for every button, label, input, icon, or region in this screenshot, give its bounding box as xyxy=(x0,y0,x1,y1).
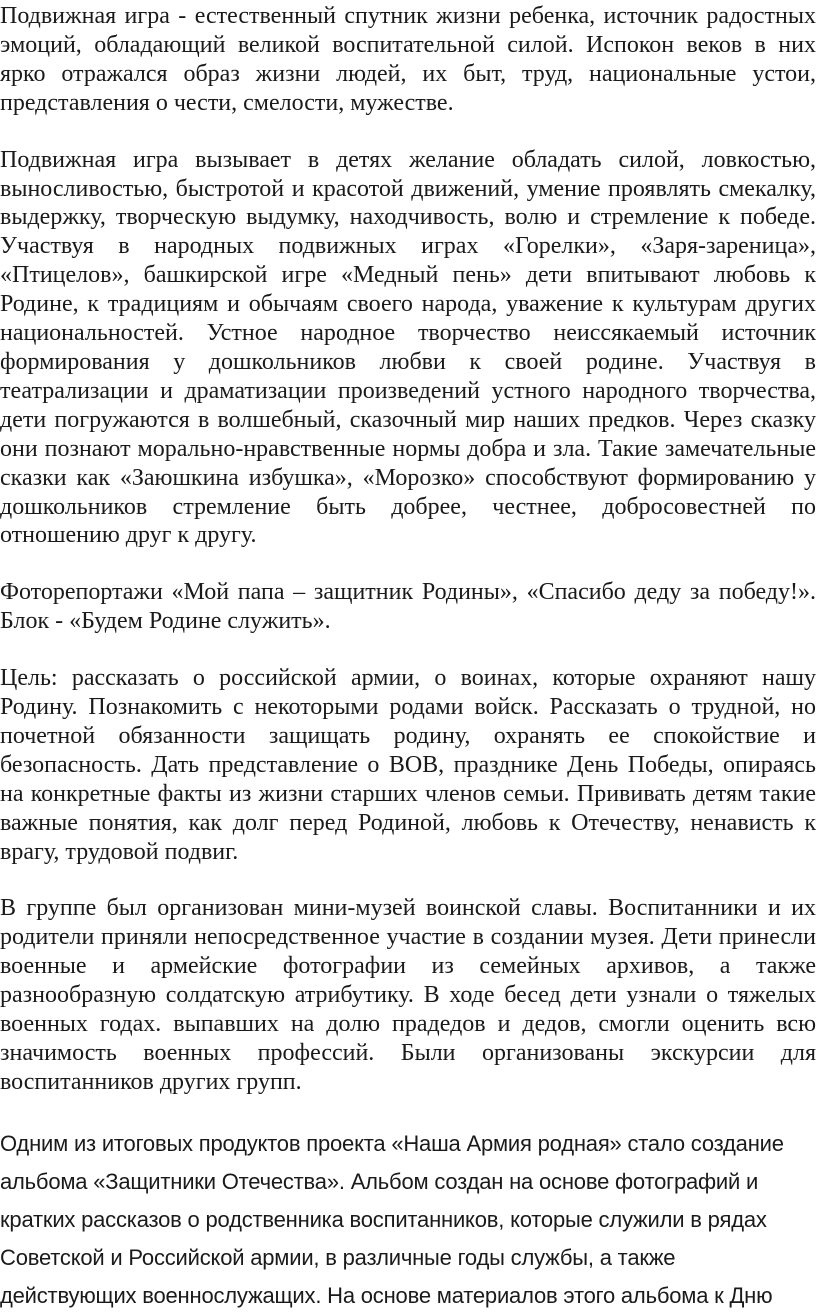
album-line: Советской и Российской армии, в различные годы службы, а также xyxy=(0,1244,676,1270)
paragraph-goal: Цель: рассказать о российской армии, о воинах, которые охраняют нашу Родину. Познакомить с некоторыми родами войск. Рассказать о трудной, но почетной обязанности защищать родину, охранять ее спокойствие и безопасность. Дать представление о ВОВ, празднике День Победы, опираясь на конкретные факты из жизни старших членов семьи. Прививать детям такие важные понятия, как долг перед Родиной, любовь к Отечеству, ненависть к врагу, трудовой подвиг. xyxy=(0,665,816,865)
paragraph-outdoor-games: Подвижная игра - естественный спутник жизни ребенка, источник радостных эмоций, обладающий великой воспитательной силой. Испокон веков в них ярко отражался образ жизни людей, их быт, труд, национальные устои, представления о чести, смелости, мужестве. xyxy=(0,3,816,116)
album-line: кратких рассказов о родственника воспитанников, которые служили в рядах xyxy=(0,1206,767,1232)
paragraph-photo-reports: Фоторепортажи «Мой папа – защитник Родины», «Спасибо деду за победу!». Блок - «Будем Родине служить». xyxy=(0,579,816,635)
paragraph-mini-museum: В группе был организован мини-музей воинской славы. Воспитанники и их родители приняли непосредственное участие в создании музея. Дети принесли военные и армейские фотографии из семейных архивов, а также разнообразную солдатскую атрибутику. В ходе бесед дети узнали о тяжелых военных годах. выпавших на долю прадедов и дедов, смогли оценить всю значимость военных профессий. Были организованы экскурсии для воспитанников других групп. xyxy=(0,895,816,1095)
album-line: Одним из итоговых продуктов проекта «Наша Армия родная» стало создание xyxy=(0,1130,784,1156)
paragraph-folk-games: Подвижная игра вызывает в детях желание обладать силой, ловкостью, выносливостью, быстротой и красотой движений, умение проявлять смекалку, выдержку, творческую выдумку, находчивость, волю и стремление к победе. Участвуя в народных подвижных играх «Горелки», «Заря-зареница», «Птицелов», башкирской игре «Медный пень» дети впитывают любовь к Родине, к традициям и обычаям своего народа, уважение к культурам других национальностей. Устное народное творчество неиссякаемый источник формирования у дошкольников любви к своей родине. Участвуя в театрализации и драматизации произведений устного народного творчества, дети погружаются в волшебный, сказочный мир наших предков. Через сказку они познают морально-нравственные нормы добра и зла. Такие замечательные сказки как «Заюшкина избушка», «Морозко» способствуют формированию у дошкольников стремление быть добрее, честнее, добросовестней по отношению друг к другу. xyxy=(0,146,816,549)
album-line: действующих военнослужащих. На основе материалов этого альбома к Дню xyxy=(0,1282,773,1308)
album-line: альбома «Защитники Отечества». Альбом создан на основе фотографий и xyxy=(0,1168,759,1194)
paragraph-album xyxy=(0,1125,816,1315)
